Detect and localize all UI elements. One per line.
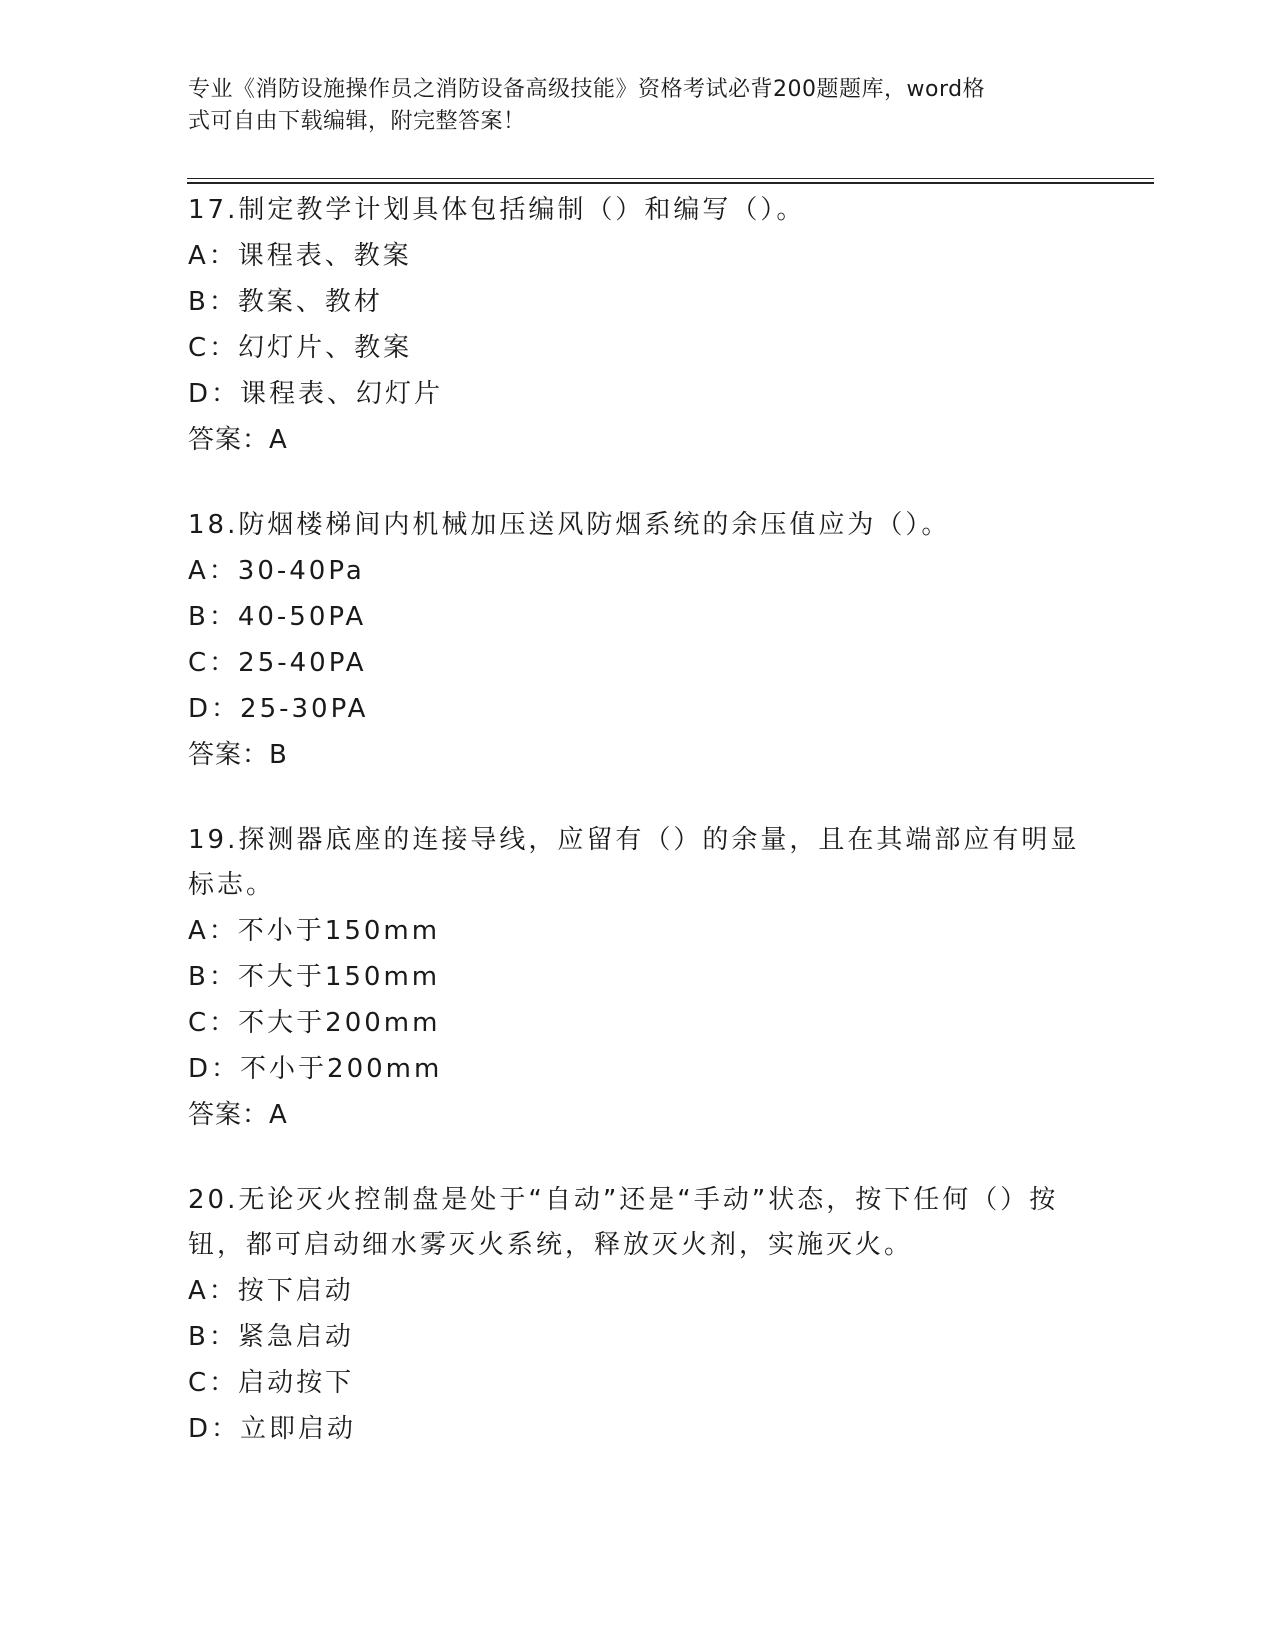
option-b: B：不大于150mm [188,962,441,992]
option-a: A：不小于150mm [188,916,441,946]
option-a: A：按下启动 [188,1276,354,1306]
question-19 [188,818,1088,1138]
option-b: B：紧急启动 [188,1322,354,1352]
option-a: A：课程表、教案 [188,241,412,271]
question-list [188,188,1088,1452]
option-d: D：课程表、幻灯片 [188,379,444,409]
answer-line: 答案：A [188,425,288,455]
header-line-2: 式可自由下载编辑，附完整答案！ [188,109,526,134]
option-a: A：30-40Pa [188,556,365,586]
answer-line: 答案：B [188,740,288,770]
option-b: B：教案、教材 [188,287,383,317]
option-d: D：25-30PA [188,694,369,724]
option-c: C：25-40PA [188,648,367,678]
answer-line: 答案：A [188,1100,288,1130]
option-c: C：不大于200mm [188,1008,441,1038]
question-text: 17.制定教学计划具体包括编制（）和编写（）。 [188,195,806,225]
question-text: 20.无论灭火控制盘是处于“自动”还是“手动”状态，按下任何（）按钮，都可启动细水雾灭火系统，释放灭火剂，实施灭火。 [188,1185,1059,1260]
question-17 [188,188,1088,463]
header-divider-thick [187,182,1154,184]
question-18 [188,503,1088,778]
question-text: 19.探测器底座的连接导线，应留有（）的余量，且在其端部应有明显标志。 [188,825,1080,900]
option-d: D：立即启动 [188,1414,357,1444]
question-text: 18.防烟楼梯间内机械加压送风防烟系统的余压值应为（）。 [188,510,951,540]
option-b: B：40-50PA [188,602,367,632]
header-divider-thin [187,178,1154,179]
question-20 [188,1178,1088,1452]
option-c: C：幻灯片、教案 [188,333,413,363]
option-c: C：启动按下 [188,1368,355,1398]
header-line-1: 专业《消防设施操作员之消防设备高级技能》资格考试必背200题题库，word格 [188,77,986,102]
option-d: D：不小于200mm [188,1054,443,1084]
document-header [188,74,1068,138]
